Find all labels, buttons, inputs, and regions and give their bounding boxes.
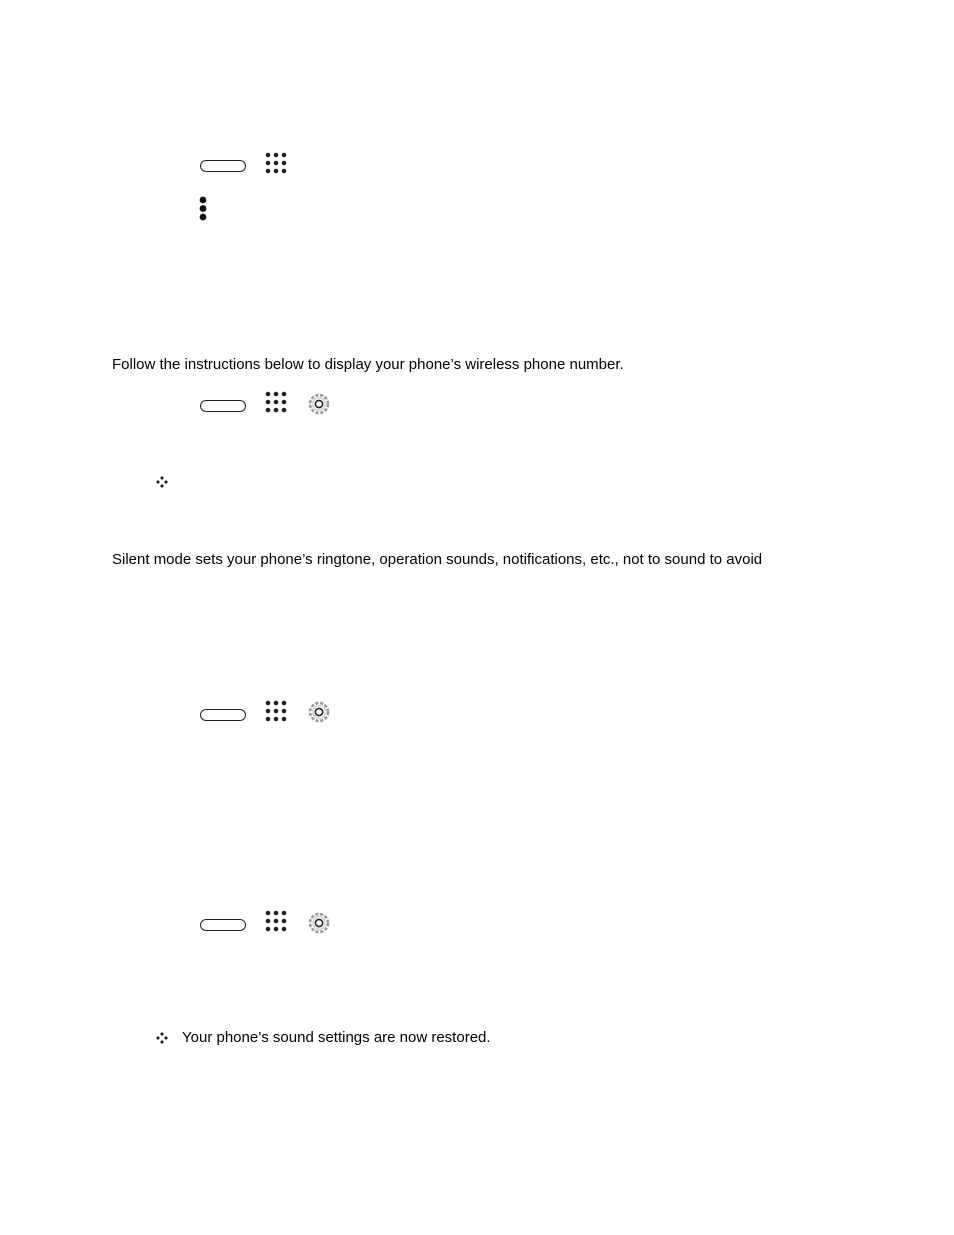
home-button-icon [200,160,246,172]
settings-gear-icon [306,699,332,725]
apps-grid-icon [265,152,290,177]
apps-grid-icon [265,391,290,416]
apps-grid-icon [265,700,290,725]
home-button-icon [200,709,246,721]
home-button-icon [200,919,246,931]
diamond-bullet-icon [156,476,168,488]
more-options-icon [198,196,208,222]
diamond-bullet-icon [156,1032,168,1044]
wireless-number-intro: Follow the instructions below to display your phone’s wireless phone number. [112,356,624,373]
sound-restored-text: Your phone’s sound settings are now restored. [182,1029,491,1046]
silent-mode-intro: Silent mode sets your phone’s ringtone, operation sounds, notifications, etc., not to sound to avoid [112,551,763,568]
settings-gear-icon [306,391,332,417]
home-button-icon [200,400,246,412]
settings-gear-icon [306,910,332,936]
apps-grid-icon [265,910,290,935]
